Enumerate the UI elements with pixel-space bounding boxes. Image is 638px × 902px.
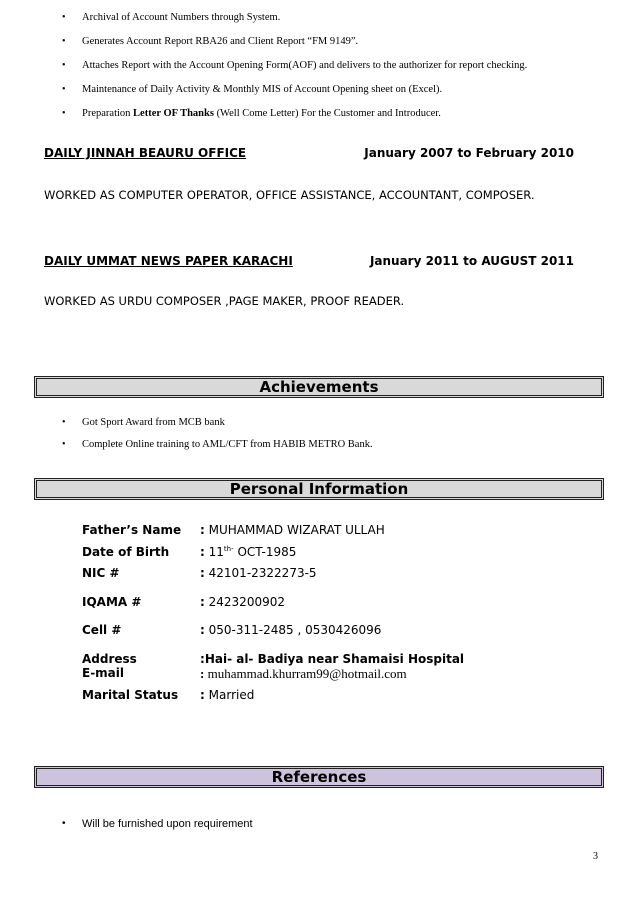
list-item: • Will be furnished upon requirement — [62, 812, 622, 836]
list-item: • Maintenance of Daily Activity & Monthly MIS of Account Opening sheet on (Excel). — [62, 78, 622, 102]
field-label: Father’s Name — [82, 523, 182, 537]
field-label: Address — [82, 652, 137, 666]
job-heading — [44, 146, 574, 160]
field-label: IQAMA # — [82, 595, 142, 609]
bullet-icon: • — [62, 12, 66, 23]
field-value: : 42101-2322273-5 — [200, 566, 317, 580]
list-item: • Got Sport Award from MCB bank — [62, 412, 622, 434]
job-heading — [44, 254, 574, 268]
bullet-icon: • — [62, 60, 66, 71]
employer-name: DAILY JINNAH BEAURU OFFICE — [44, 146, 247, 160]
achievements-list — [62, 412, 622, 456]
list-item: • Attaches Report with the Account Opening Form(AOF) and delivers to the authorizer for report checking. — [62, 54, 622, 78]
field-label: Date of Birth — [82, 545, 170, 559]
references-heading: References — [34, 766, 604, 788]
personal-information-heading: Personal Information — [34, 478, 604, 500]
field-label: E-mail — [82, 666, 125, 680]
page-number: 3 — [593, 851, 598, 862]
achievements-heading: Achievements — [34, 376, 604, 398]
field-value: :Hai- al- Badiya near Shamaisi Hospital — [200, 652, 465, 666]
references-list — [62, 812, 622, 836]
bullet-icon: • — [62, 36, 66, 47]
field-value: : Married — [200, 688, 255, 702]
field-value: : 050-311-2485 , 0530426096 — [200, 623, 382, 637]
responsibilities-list — [62, 6, 622, 126]
bullet-icon: • — [62, 417, 66, 428]
field-value: : $11^{th-}$ OCT-1985 — [200, 545, 297, 559]
employment-dates: January 2007 to February 2010 — [364, 146, 574, 160]
field-value: : 2423200902 — [200, 595, 285, 609]
job-description: WORKED AS COMPUTER OPERATOR, OFFICE ASSISTANCE, ACCOUNTANT, COMPOSER. — [44, 188, 535, 202]
bullet-icon: • — [62, 439, 66, 450]
list-item: • Complete Online training to AML/CFT from HABIB METRO Bank. — [62, 434, 622, 456]
list-item: • Preparation Letter OF Thanks (Well Come Letter) For the Customer and Introducer. — [62, 102, 622, 126]
bullet-icon: • — [62, 108, 66, 119]
employer-name: DAILY UMMAT NEWS PAPER KARACHI — [44, 254, 293, 268]
field-value: : MUHAMMAD WIZARAT ULLAH — [200, 523, 385, 537]
field-label: Marital Status — [82, 688, 179, 702]
list-item: • Generates Account Report RBA26 and Client Report “FM 9149”. — [62, 30, 622, 54]
bullet-icon: • — [62, 818, 66, 829]
field-value: : muhammad.khurram99@hotmail.com — [200, 666, 407, 681]
employment-dates: January 2011 to AUGUST 2011 — [369, 254, 574, 268]
field-label: Cell # — [82, 623, 122, 637]
field-label: NIC # — [82, 566, 120, 580]
job-description: WORKED AS URDU COMPOSER ,PAGE MAKER, PROOF READER. — [44, 294, 405, 308]
list-item: • Archival of Account Numbers through System. — [62, 6, 622, 30]
bullet-icon: • — [62, 84, 66, 95]
